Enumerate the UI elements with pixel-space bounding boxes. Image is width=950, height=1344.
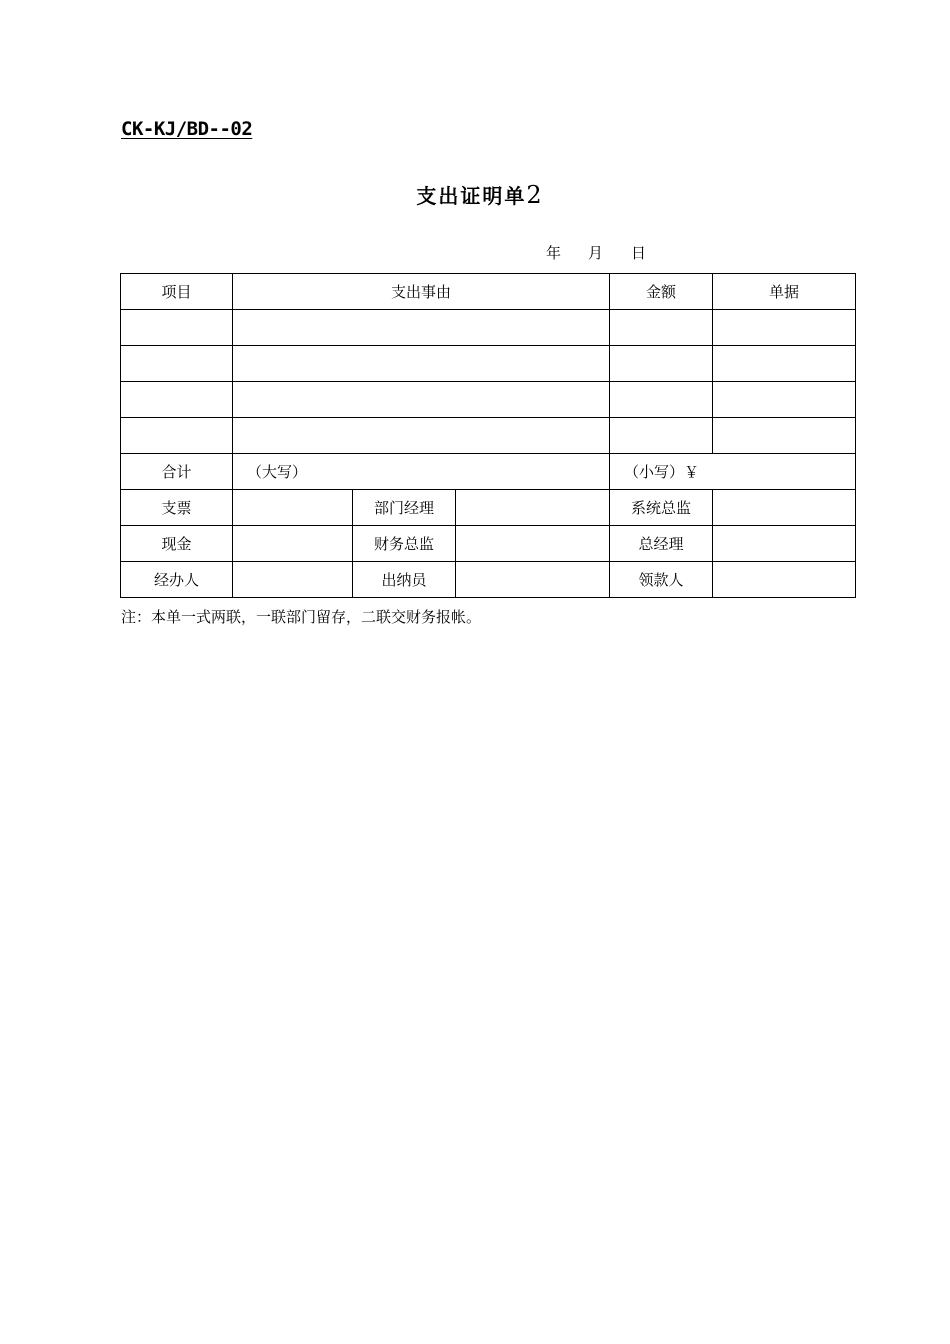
handler-signature-cell[interactable]: [233, 562, 353, 598]
cheque-label: 支票: [121, 490, 233, 526]
system-director-label: 系统总监: [610, 490, 713, 526]
payee-label: 领款人: [610, 562, 713, 598]
document-code: CK-KJ/BD--02: [121, 118, 253, 140]
expense-form-table: [120, 273, 856, 598]
amount-cell[interactable]: [610, 418, 713, 454]
signature-row: [121, 562, 856, 598]
table-row: [121, 346, 856, 382]
receipt-cell[interactable]: [713, 418, 856, 454]
date-month-label: 月: [588, 244, 604, 262]
finance-director-label: 财务总监: [353, 526, 456, 562]
amount-cell[interactable]: [610, 310, 713, 346]
total-row: [121, 454, 856, 490]
table-row: [121, 310, 856, 346]
reason-cell[interactable]: [233, 382, 610, 418]
payee-signature-cell[interactable]: [713, 562, 856, 598]
item-cell[interactable]: [121, 382, 233, 418]
header-reason: 支出事由: [233, 274, 610, 310]
cash-label: 现金: [121, 526, 233, 562]
general-manager-label: 总经理: [610, 526, 713, 562]
system-director-signature-cell[interactable]: [713, 490, 856, 526]
signature-row: [121, 490, 856, 526]
dept-manager-signature-cell[interactable]: [456, 490, 610, 526]
form-title-number: 2: [526, 181, 542, 209]
total-label: 合计: [121, 454, 233, 490]
header-item: 项目: [121, 274, 233, 310]
header-receipt: 单据: [713, 274, 856, 310]
table-row: [121, 418, 856, 454]
total-upper-case-cell[interactable]: （大写）: [233, 454, 610, 490]
handler-label: 经办人: [121, 562, 233, 598]
reason-cell[interactable]: [233, 346, 610, 382]
cashier-signature-cell[interactable]: [456, 562, 610, 598]
finance-director-signature-cell[interactable]: [456, 526, 610, 562]
signature-row: [121, 526, 856, 562]
item-cell[interactable]: [121, 310, 233, 346]
reason-cell[interactable]: [233, 418, 610, 454]
date-year-label: 年: [546, 244, 562, 262]
item-cell[interactable]: [121, 418, 233, 454]
table-header-row: [121, 274, 856, 310]
item-cell[interactable]: [121, 346, 233, 382]
general-manager-signature-cell[interactable]: [713, 526, 856, 562]
cheque-value-cell[interactable]: [233, 490, 353, 526]
receipt-cell[interactable]: [713, 346, 856, 382]
receipt-cell[interactable]: [713, 382, 856, 418]
total-lower-case-cell[interactable]: （小写）￥: [610, 454, 856, 490]
dept-manager-label: 部门经理: [353, 490, 456, 526]
table-row: [121, 382, 856, 418]
cash-value-cell[interactable]: [233, 526, 353, 562]
amount-cell[interactable]: [610, 382, 713, 418]
footer-note: 注：本单一式两联，一联部门留存，二联交财务报帐。: [121, 608, 482, 626]
reason-cell[interactable]: [233, 310, 610, 346]
receipt-cell[interactable]: [713, 310, 856, 346]
cashier-label: 出纳员: [353, 562, 456, 598]
amount-cell[interactable]: [610, 346, 713, 382]
form-title-text: 支出证明单: [416, 184, 527, 208]
form-title: [0, 180, 950, 209]
header-amount: 金额: [610, 274, 713, 310]
date-day-label: 日: [631, 244, 647, 262]
